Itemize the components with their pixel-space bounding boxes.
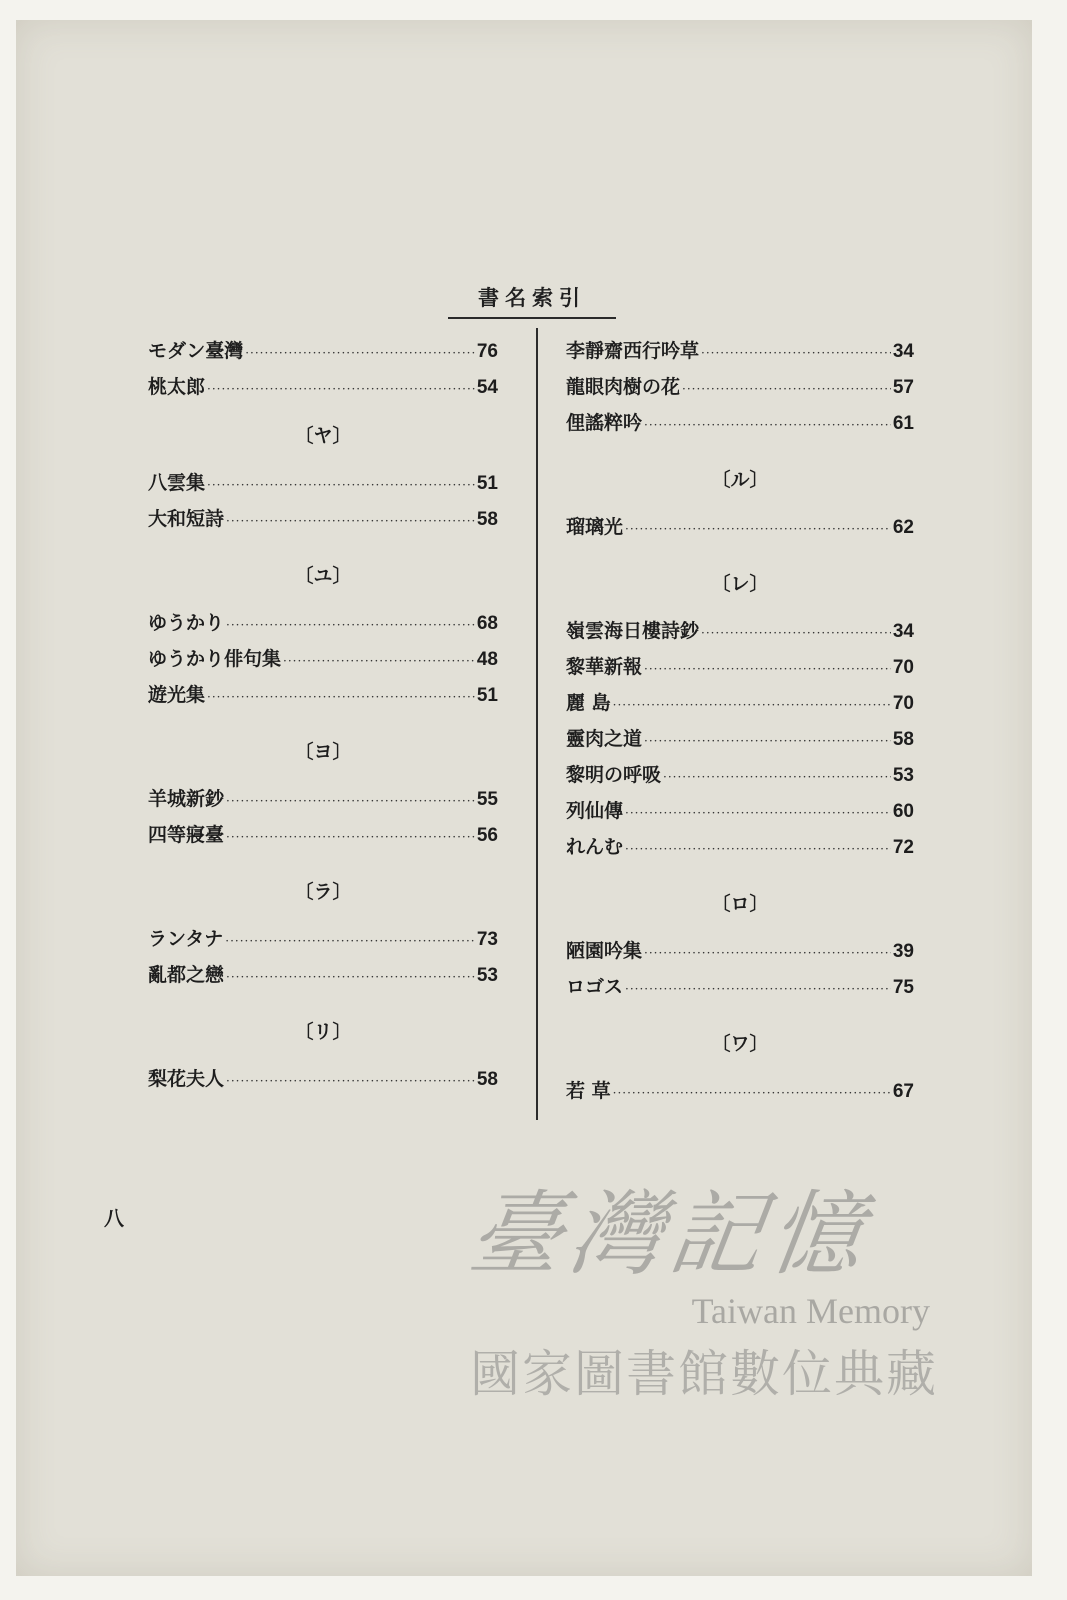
page-reference: 67 xyxy=(892,1081,914,1102)
book-title: ロゴス xyxy=(566,976,624,998)
index-entry xyxy=(566,512,914,548)
page-reference: 76 xyxy=(476,341,498,362)
index-entry xyxy=(148,820,498,856)
index-entry xyxy=(566,372,914,408)
page-reference: 39 xyxy=(892,941,914,962)
book-title: ランタナ xyxy=(148,928,224,950)
page-reference: 56 xyxy=(476,825,498,846)
kana-section-header: 〔ヤ〕 xyxy=(294,425,352,447)
column-divider xyxy=(536,328,538,1120)
book-title: 嶺雲海日樓詩鈔 xyxy=(566,620,700,642)
page-reference: 53 xyxy=(892,765,914,786)
book-title: 瑠璃光 xyxy=(566,516,624,538)
book-title: ゆうかり xyxy=(148,612,225,634)
page-number: 八 xyxy=(104,1206,124,1230)
page-reference: 48 xyxy=(476,649,498,670)
watermark-script-text: 臺灣記憶 xyxy=(462,1181,878,1288)
index-entry xyxy=(566,832,914,868)
leader-dots xyxy=(682,382,891,396)
index-entry xyxy=(566,796,914,832)
index-entry xyxy=(148,504,498,540)
index-entry xyxy=(566,936,914,972)
index-entry xyxy=(566,724,914,760)
kana-section-header: 〔ラ〕 xyxy=(294,881,352,903)
page-reference: 61 xyxy=(892,413,914,434)
leader-dots xyxy=(644,734,891,748)
index-entry xyxy=(148,784,498,820)
leader-dots xyxy=(226,970,475,984)
page-reference: 73 xyxy=(476,929,498,950)
page-reference: 72 xyxy=(892,837,914,858)
index-entry xyxy=(148,468,498,504)
leader-dots xyxy=(225,934,475,948)
leader-dots xyxy=(644,946,891,960)
index-title: 書名索引 xyxy=(448,282,616,319)
page-reference: 70 xyxy=(892,693,914,714)
leader-dots xyxy=(207,690,475,704)
index-entry xyxy=(566,616,914,652)
book-title: 四等寢臺 xyxy=(148,824,225,846)
page-reference: 58 xyxy=(892,729,914,750)
index-entry xyxy=(566,972,914,1008)
book-title: 俚謠粹吟 xyxy=(566,412,643,434)
watermark-english-text: Taiwan Memory xyxy=(691,1291,930,1331)
leader-dots xyxy=(644,662,891,676)
page-reference: 34 xyxy=(892,341,914,362)
page-reference: 53 xyxy=(476,965,498,986)
book-title: モダン臺灣 xyxy=(148,340,244,362)
leader-dots xyxy=(625,522,891,536)
kana-section-header: 〔ワ〕 xyxy=(711,1033,769,1055)
leader-dots xyxy=(226,618,475,632)
book-title: 梨花夫人 xyxy=(148,1068,225,1090)
index-entry xyxy=(566,688,914,724)
index-entry xyxy=(148,680,498,716)
book-title: 黎華新報 xyxy=(566,656,643,678)
book-title: 遊光集 xyxy=(148,684,206,706)
index-entry xyxy=(148,372,498,408)
page-reference: 75 xyxy=(892,977,914,998)
book-title: 桃太郎 xyxy=(148,376,206,398)
leader-dots xyxy=(701,346,891,360)
leader-dots xyxy=(207,478,475,492)
index-entry xyxy=(566,408,914,444)
book-title: 亂都之戀 xyxy=(148,964,225,986)
index-entry xyxy=(566,1076,914,1112)
kana-section-header: 〔ユ〕 xyxy=(294,565,352,587)
leader-dots xyxy=(701,626,891,640)
index-entry xyxy=(566,760,914,796)
page-reference: 55 xyxy=(476,789,498,810)
index-entry xyxy=(566,652,914,688)
leader-dots xyxy=(625,982,891,996)
leader-dots xyxy=(245,346,475,360)
page-reference: 58 xyxy=(476,1069,498,1090)
index-entry xyxy=(148,644,498,680)
book-title: 若 草 xyxy=(566,1080,611,1102)
page-reference: 51 xyxy=(476,473,498,494)
kana-section-header: 〔レ〕 xyxy=(711,573,769,595)
book-title: 陋園吟集 xyxy=(566,940,643,962)
page-reference: 58 xyxy=(476,509,498,530)
book-title: 李靜齋西行吟草 xyxy=(566,340,700,362)
book-title: 羊城新鈔 xyxy=(148,788,225,810)
index-entry xyxy=(148,336,498,372)
leader-dots xyxy=(625,806,891,820)
page-reference: 60 xyxy=(892,801,914,822)
kana-section-header: 〔リ〕 xyxy=(294,1021,352,1043)
book-title: れんむ xyxy=(566,836,624,858)
book-title: ゆうかり俳句集 xyxy=(148,648,282,670)
index-entry xyxy=(566,336,914,372)
page-reference: 57 xyxy=(892,377,914,398)
watermark-chinese-text: 國家圖書館數位典藏 xyxy=(470,1346,938,1402)
book-title: 八雲集 xyxy=(148,472,206,494)
index-entry xyxy=(148,1064,498,1100)
page-reference: 34 xyxy=(892,621,914,642)
page-reference: 68 xyxy=(476,613,498,634)
left-index-column xyxy=(148,336,498,1100)
book-title: 黎明の呼吸 xyxy=(566,764,662,786)
leader-dots xyxy=(613,698,891,712)
index-entry xyxy=(148,608,498,644)
leader-dots xyxy=(226,830,475,844)
leader-dots xyxy=(207,382,475,396)
kana-section-header: 〔ル〕 xyxy=(711,469,769,491)
index-entry xyxy=(148,960,498,996)
book-title: 麗 島 xyxy=(566,692,611,714)
leader-dots xyxy=(625,842,891,856)
index-entry xyxy=(148,924,498,960)
leader-dots xyxy=(226,794,475,808)
book-title: 列仙傳 xyxy=(566,800,624,822)
kana-section-header: 〔ロ〕 xyxy=(711,893,769,915)
page-reference: 54 xyxy=(476,377,498,398)
watermark-logo xyxy=(462,1170,990,1406)
leader-dots xyxy=(226,514,475,528)
book-title: 大和短詩 xyxy=(148,508,225,530)
leader-dots xyxy=(613,1086,891,1100)
right-index-column xyxy=(566,336,914,1112)
book-title: 龍眼肉樹の花 xyxy=(566,376,681,398)
book-title: 靈肉之道 xyxy=(566,728,643,750)
page-reference: 62 xyxy=(892,517,914,538)
leader-dots xyxy=(226,1074,475,1088)
page-reference: 70 xyxy=(892,657,914,678)
kana-section-header: 〔ヨ〕 xyxy=(294,741,352,763)
leader-dots xyxy=(663,770,891,784)
leader-dots xyxy=(283,654,475,668)
leader-dots xyxy=(644,418,891,432)
page-reference: 51 xyxy=(476,685,498,706)
